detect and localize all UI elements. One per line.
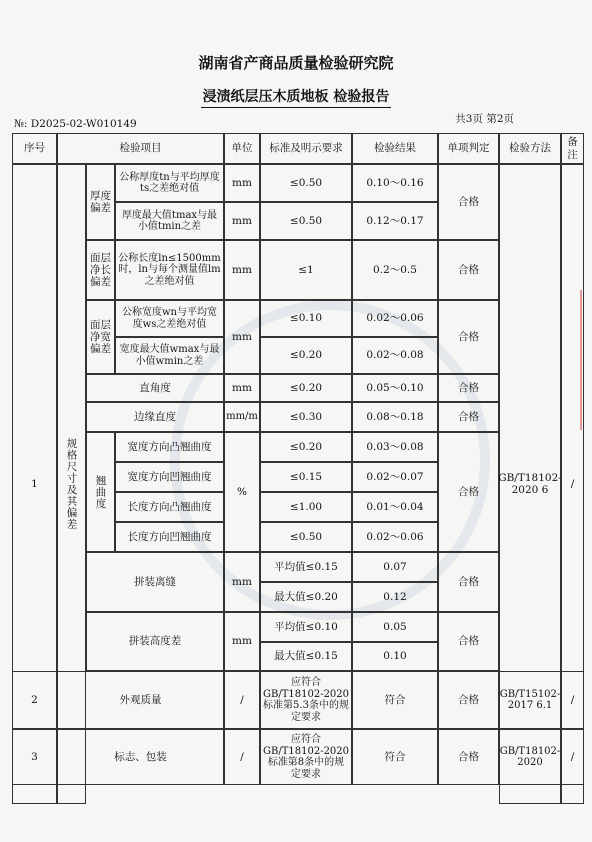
width-label: 面层净宽偏差 bbox=[86, 300, 115, 374]
page-info: 共3页 第2页 bbox=[455, 113, 514, 125]
col-header-verdict: 单项判定 bbox=[438, 133, 499, 164]
warp-width-convex-standard: ≤0.20 bbox=[260, 432, 352, 462]
gap-max-result: 0.12 bbox=[352, 582, 438, 612]
row2-number: 2 bbox=[12, 671, 57, 729]
gap-max-standard: 最大值≤0.20 bbox=[260, 582, 352, 612]
row1-method: GB/T18102-2020 6 bbox=[499, 164, 561, 804]
width-avg-result: 0.02～0.06 bbox=[352, 300, 438, 337]
row3-unit: / bbox=[224, 729, 260, 785]
col-header-unit: 单位 bbox=[224, 133, 260, 164]
gap-verdict: 合格 bbox=[438, 552, 499, 612]
straightness-item: 边缘直度 bbox=[86, 402, 224, 432]
thickness-range-item: 厚度最大值tmax与最小值tmin之差 bbox=[115, 202, 224, 240]
row1-remark: / bbox=[561, 164, 584, 804]
row3-verdict: 合格 bbox=[438, 729, 499, 785]
warp-width-concave-item: 宽度方向凹翘曲度 bbox=[115, 462, 224, 492]
row2-standard: 应符合GB/T18102-2020标准第5.3条中的规定要求 bbox=[260, 671, 352, 729]
thickness-avg-unit: mm bbox=[224, 164, 260, 202]
organization-title: 湖南省产商品质量检验研究院 bbox=[198, 54, 394, 72]
length-result: 0.2～0.5 bbox=[352, 240, 438, 300]
straightness-unit: mm/m bbox=[224, 402, 260, 432]
thickness-range-standard: ≤0.50 bbox=[260, 202, 352, 240]
row2-unit: / bbox=[224, 671, 260, 729]
thickness-range-unit: mm bbox=[224, 202, 260, 240]
thickness-label: 厚度偏差 bbox=[86, 164, 115, 240]
report-number: №: D2025-02-W010149 bbox=[14, 118, 137, 130]
length-label: 面层净长偏差 bbox=[86, 240, 115, 300]
warp-width-concave-standard: ≤0.15 bbox=[260, 462, 352, 492]
length-unit: mm bbox=[224, 240, 260, 300]
col-header-standard: 标准及明示要求 bbox=[260, 133, 352, 164]
warp-length-convex-item: 长度方向凸翘曲度 bbox=[115, 492, 224, 522]
gap-avg-standard: 平均值≤0.15 bbox=[260, 552, 352, 582]
gap-unit: mm bbox=[224, 552, 260, 612]
col-header-no: 序号 bbox=[12, 133, 57, 164]
length-standard: ≤1 bbox=[260, 240, 352, 300]
row3-number: 3 bbox=[12, 729, 57, 785]
col-header-method: 检验方法 bbox=[499, 133, 561, 164]
col-header-result: 检验结果 bbox=[352, 133, 438, 164]
row2-result: 符合 bbox=[352, 671, 438, 729]
row2-verdict: 合格 bbox=[438, 671, 499, 729]
warp-width-concave-result: 0.02～0.07 bbox=[352, 462, 438, 492]
warp-width-convex-result: 0.03～0.08 bbox=[352, 432, 438, 462]
gap-avg-result: 0.07 bbox=[352, 552, 438, 582]
squareness-item: 直角度 bbox=[86, 374, 224, 402]
squareness-result: 0.05～0.10 bbox=[352, 374, 438, 402]
row3-remark: / bbox=[561, 729, 584, 785]
squareness-verdict: 合格 bbox=[438, 374, 499, 402]
straightness-result: 0.08～0.18 bbox=[352, 402, 438, 432]
width-range-standard: ≤0.20 bbox=[260, 337, 352, 374]
thickness-verdict: 合格 bbox=[438, 164, 499, 240]
height-diff-verdict: 合格 bbox=[438, 612, 499, 671]
warp-length-concave-result: 0.02～0.06 bbox=[352, 522, 438, 552]
height-diff-unit: mm bbox=[224, 612, 260, 671]
straightness-verdict: 合格 bbox=[438, 402, 499, 432]
warp-length-convex-standard: ≤1.00 bbox=[260, 492, 352, 522]
warp-length-concave-item: 长度方向凹翘曲度 bbox=[115, 522, 224, 552]
warp-length-convex-result: 0.01～0.04 bbox=[352, 492, 438, 522]
warp-label: 翘曲度 bbox=[86, 432, 115, 552]
thickness-range-result: 0.12～0.17 bbox=[352, 202, 438, 240]
row2-method: GB/T15102-2017 6.1 bbox=[499, 671, 561, 729]
height-diff-avg-standard: 平均值≤0.10 bbox=[260, 612, 352, 642]
thickness-avg-item: 公称厚度tn与平均厚度ts之差绝对值 bbox=[115, 164, 224, 202]
row3-result: 符合 bbox=[352, 729, 438, 785]
width-range-item: 宽度最大值wmax与最小值wmin之差 bbox=[115, 337, 224, 374]
length-verdict: 合格 bbox=[438, 240, 499, 300]
height-diff-item: 拼装高度差 bbox=[86, 612, 224, 671]
row1-group-label: 规格尺寸及其偏差 bbox=[57, 164, 86, 804]
width-avg-standard: ≤0.10 bbox=[260, 300, 352, 337]
col-header-remark: 备注 bbox=[561, 133, 584, 164]
row3-item: 标志、包装 bbox=[57, 729, 224, 785]
thickness-avg-result: 0.10～0.16 bbox=[352, 164, 438, 202]
height-diff-max-result: 0.10 bbox=[352, 642, 438, 671]
row3-standard: 应符合GB/T18102-2020标准第8条中的规定要求 bbox=[260, 729, 352, 785]
height-diff-avg-result: 0.05 bbox=[352, 612, 438, 642]
straightness-standard: ≤0.30 bbox=[260, 402, 352, 432]
warp-unit: % bbox=[224, 432, 260, 552]
width-unit: mm bbox=[224, 300, 260, 374]
row1-number: 1 bbox=[12, 164, 57, 804]
thickness-avg-standard: ≤0.50 bbox=[260, 164, 352, 202]
row2-remark: / bbox=[561, 671, 584, 729]
warp-length-concave-standard: ≤0.50 bbox=[260, 522, 352, 552]
row2-item: 外观质量 bbox=[57, 671, 224, 729]
squareness-standard: ≤0.20 bbox=[260, 374, 352, 402]
width-verdict: 合格 bbox=[438, 300, 499, 374]
width-avg-item: 公称宽度wn与平均宽度ws之差绝对值 bbox=[115, 300, 224, 337]
col-header-item: 检验项目 bbox=[57, 133, 224, 164]
gap-item: 拼装离缝 bbox=[86, 552, 224, 612]
width-range-result: 0.02～0.08 bbox=[352, 337, 438, 374]
height-diff-max-standard: 最大值≤0.15 bbox=[260, 642, 352, 671]
squareness-unit: mm bbox=[224, 374, 260, 402]
report-title: 浸渍纸层压木质地板 检验报告 bbox=[0, 86, 592, 106]
length-item: 公称长度ln≤1500mm时，ln与每个测量值lm之差绝对值 bbox=[115, 240, 224, 300]
warp-verdict: 合格 bbox=[438, 432, 499, 552]
row3-method: GB/T18102-2020 bbox=[499, 729, 561, 785]
warp-width-convex-item: 宽度方向凸翘曲度 bbox=[115, 432, 224, 462]
